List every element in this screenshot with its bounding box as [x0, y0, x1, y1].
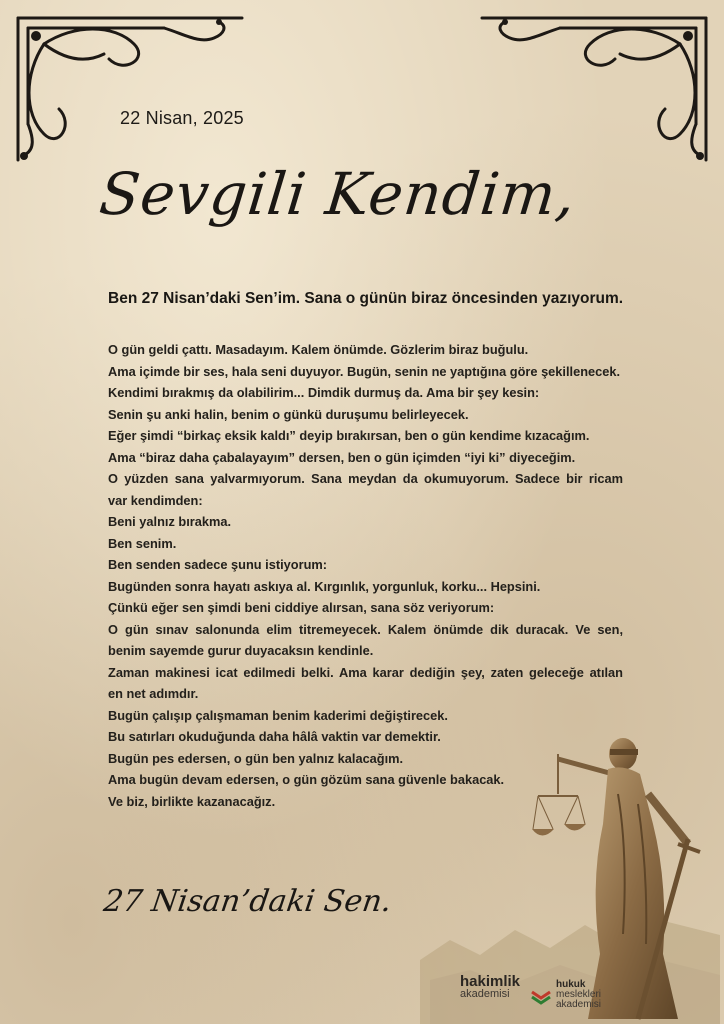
body-line: Ben senim.: [108, 535, 177, 551]
body-line: en net adımdır.: [108, 686, 199, 701]
body-line: O yüzden sana yalvarmıyorum. Sana meydan da okumuyorum. Sadece bir ricam: [108, 471, 623, 486]
ornament-corner-right: [478, 14, 710, 164]
letter-greeting: Sevgili Kendim,: [96, 160, 580, 228]
letter-intro: Ben 27 Nisan’daki Sen’im. Sana o günün biraz öncesinden yazıyorum.: [108, 290, 624, 307]
body-line: Ama bugün devam edersen, o gün gözüm sana güvenle bakacak.: [108, 772, 505, 787]
hukuk-meslekleri-logo: [530, 975, 620, 1015]
body-line: Bu satırları okuduğunda daha hâlâ vaktin var demektir.: [108, 729, 441, 744]
body-line: Bugün çalışıp çalışmaman benim kaderimi değiştirecek.: [108, 707, 448, 723]
body-line: Ben senden sadece şunu istiyorum:: [108, 557, 328, 572]
logo-text: hukuk: [556, 979, 586, 990]
body-line: Ve biz, birlikte kazanacağız.: [108, 793, 276, 809]
body-line: Bugün pes edersen, o gün ben yalnız kalacağım.: [108, 750, 404, 766]
ornament-corner-left: [14, 14, 246, 164]
body-line: benim sayemde gurur duyacaksın kendinle.: [108, 643, 374, 658]
body-line: Zaman makinesi icat edilmedi belki. Ama karar dediğin şey, zaten geleceğe atılan: [108, 664, 623, 680]
body-line: Bugünden sonra hayatı askıya al. Kırgınlık, yorgunluk, korku... Hepsini.: [108, 578, 541, 594]
logo-text: hakimlik: [460, 973, 521, 990]
body-line: var kendimden:: [108, 492, 203, 508]
letter-signature: 27 Nisan’daki Sen.: [101, 884, 394, 919]
letter-date: 22 Nisan, 2025: [120, 108, 244, 128]
logo-text: akademisi: [460, 988, 510, 1000]
body-line: Eğer şimdi “birkaç eksik kaldı” deyip bırakırsan, ben o gün kendime kızacağım.: [108, 428, 590, 443]
body-line: Kendimi bırakmış da olabilirim... Dimdik durmuş da. Ama bir şey kesin:: [108, 385, 540, 400]
body-line: Ama “biraz daha çabalayayım” dersen, ben o gün içimden “iyi ki” diyeceğim.: [108, 449, 576, 465]
body-line: O gün sınav salonunda elim titremeyecek. Kalem önümde dik duracak. Ve sen,: [108, 621, 623, 637]
logo-text: akademisi: [556, 999, 602, 1010]
body-line: O gün geldi çattı. Masadayım. Kalem önümde. Gözlerim biraz buğulu.: [108, 342, 529, 357]
body-line: Beni yalnız bırakma.: [108, 514, 232, 529]
body-line: Senin şu anki halin, benim o günkü duruşumu belirleyecek.: [108, 406, 469, 422]
body-line: Çünkü eğer sen şimdi beni ciddiye alırsan, sana söz veriyorum:: [108, 600, 495, 615]
logo-text: meslekleri: [556, 989, 602, 1000]
book-logo-icon: [530, 984, 552, 1006]
hakimlik-akademisi-logo: [460, 973, 524, 1013]
body-line: Ama içimde bir ses, hala seni duyuyor. Bugün, senin ne yaptığına göre şekillenecek.: [108, 363, 621, 379]
